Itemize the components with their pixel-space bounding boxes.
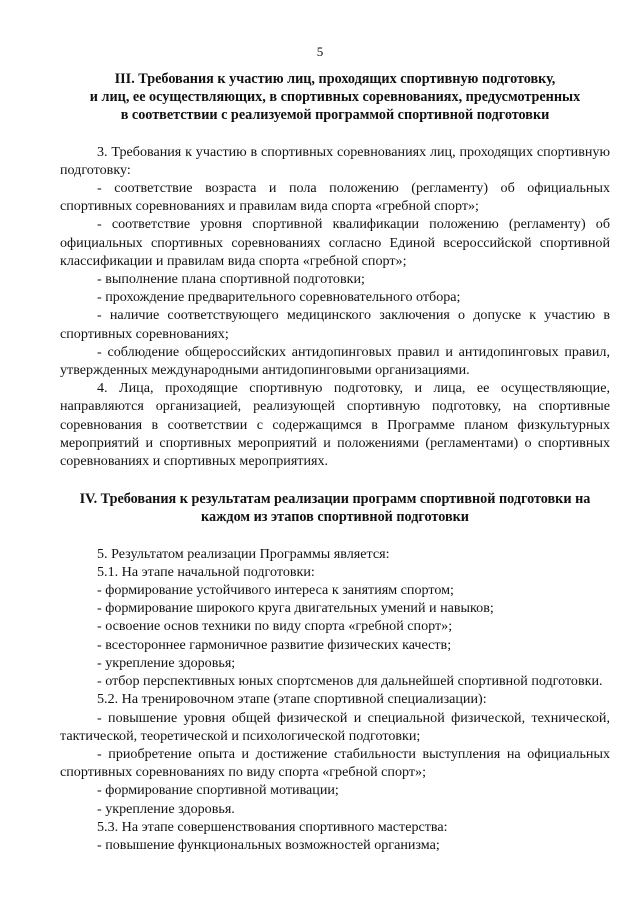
section-3-heading-line: в соответствии с реализуемой программой спортивной подготовки xyxy=(120,107,550,124)
list-item: - соблюдение общероссийских антидопинговых правил и антидопинговых правил, утвержденных международными антидопинговыми организациями. xyxy=(60,343,610,379)
section-3-heading-line: и лиц, ее осуществляющих, в спортивных соревнованиях, предусмотренных xyxy=(89,89,581,106)
paragraph: 5. Результатом реализации Программы является: xyxy=(97,545,390,562)
list-item: - соответствие уровня спортивной квалификации положению (регламенту) об официальных спортивных соревнованиях согласно Единой всероссийской спортивной классификации и правилам вида спорта «гребной спорт»; xyxy=(60,216,610,269)
subsection-title: 5.3. На этапе совершенствования спортивного мастерства: xyxy=(97,818,448,835)
list-item: - приобретение опыта и достижение стабильности выступления на официальных спортивных соревнованиях по виду спорта «гребной спорт»; xyxy=(60,745,610,781)
list-item: - укрепление здоровья; xyxy=(97,654,236,671)
section-3-heading xyxy=(60,70,610,125)
list-item: - прохождение предварительного соревновательного отбора; xyxy=(97,289,461,306)
list-item: - формирование устойчивого интереса к занятиям спортом; xyxy=(97,582,454,599)
section-4-body xyxy=(60,545,610,854)
paragraph: 4. Лица, проходящие спортивную подготовку, и лица, ее осуществляющие, направляются организацией, реализующей спортивную подготовку, на спортивные соревнования в соответствии с содержащимся в Программе планом физкультурных мероприятий и спортивных мероприятий и положениями (регламентами) о спортивных соревнованиях и спортивных мероприятиях. xyxy=(60,380,610,470)
list-item: - повышение функциональных возможностей организма; xyxy=(97,836,440,853)
document-body xyxy=(60,70,610,854)
section-4-heading-line: IV. Требования к результатам реализации программ спортивной подготовки на xyxy=(79,491,591,508)
subsection-title: 5.1. На этапе начальной подготовки: xyxy=(97,563,315,580)
section-3-body xyxy=(60,143,610,471)
list-item: - формирование спортивной мотивации; xyxy=(97,782,339,799)
section-4-heading xyxy=(60,490,610,526)
list-item: - выполнение плана спортивной подготовки; xyxy=(97,271,365,288)
list-item: - повышение уровня общей физической и специальной физической, технической, тактической, теоретической и психологической подготовки; xyxy=(60,709,610,744)
list-item: - соответствие возраста и пола положению (регламенту) об официальных спортивных соревнованиях и правилам вида спорта «гребной спорт»; xyxy=(60,180,610,215)
section-4-heading-line: каждом из этапов спортивной подготовки xyxy=(201,509,469,526)
list-item: - укрепление здоровья. xyxy=(97,800,235,817)
list-item: - отбор перспективных юных спортсменов для дальнейшей спортивной подготовки. xyxy=(97,673,603,690)
list-item: - формирование широкого круга двигательных умений и навыков; xyxy=(97,600,494,617)
page-number: 5 xyxy=(316,44,324,59)
section-3-heading-line: III. Требования к участию лиц, проходящих спортивную подготовку, xyxy=(114,71,556,87)
list-item: - освоение основ техники по виду спорта «гребной спорт»; xyxy=(97,618,453,635)
paragraph: 3. Требования к участию в спортивных соревнованиях лиц, проходящих спортивную подготовку: xyxy=(60,143,610,178)
list-item: - наличие соответствующего медицинского заключения о допуске к участию в спортивных соревнованиях; xyxy=(60,307,610,342)
list-item: - всестороннее гармоничное развитие физических качеств; xyxy=(97,636,452,653)
subsection-title: 5.2. На тренировочном этапе (этапе спортивной специализации): xyxy=(97,691,487,708)
